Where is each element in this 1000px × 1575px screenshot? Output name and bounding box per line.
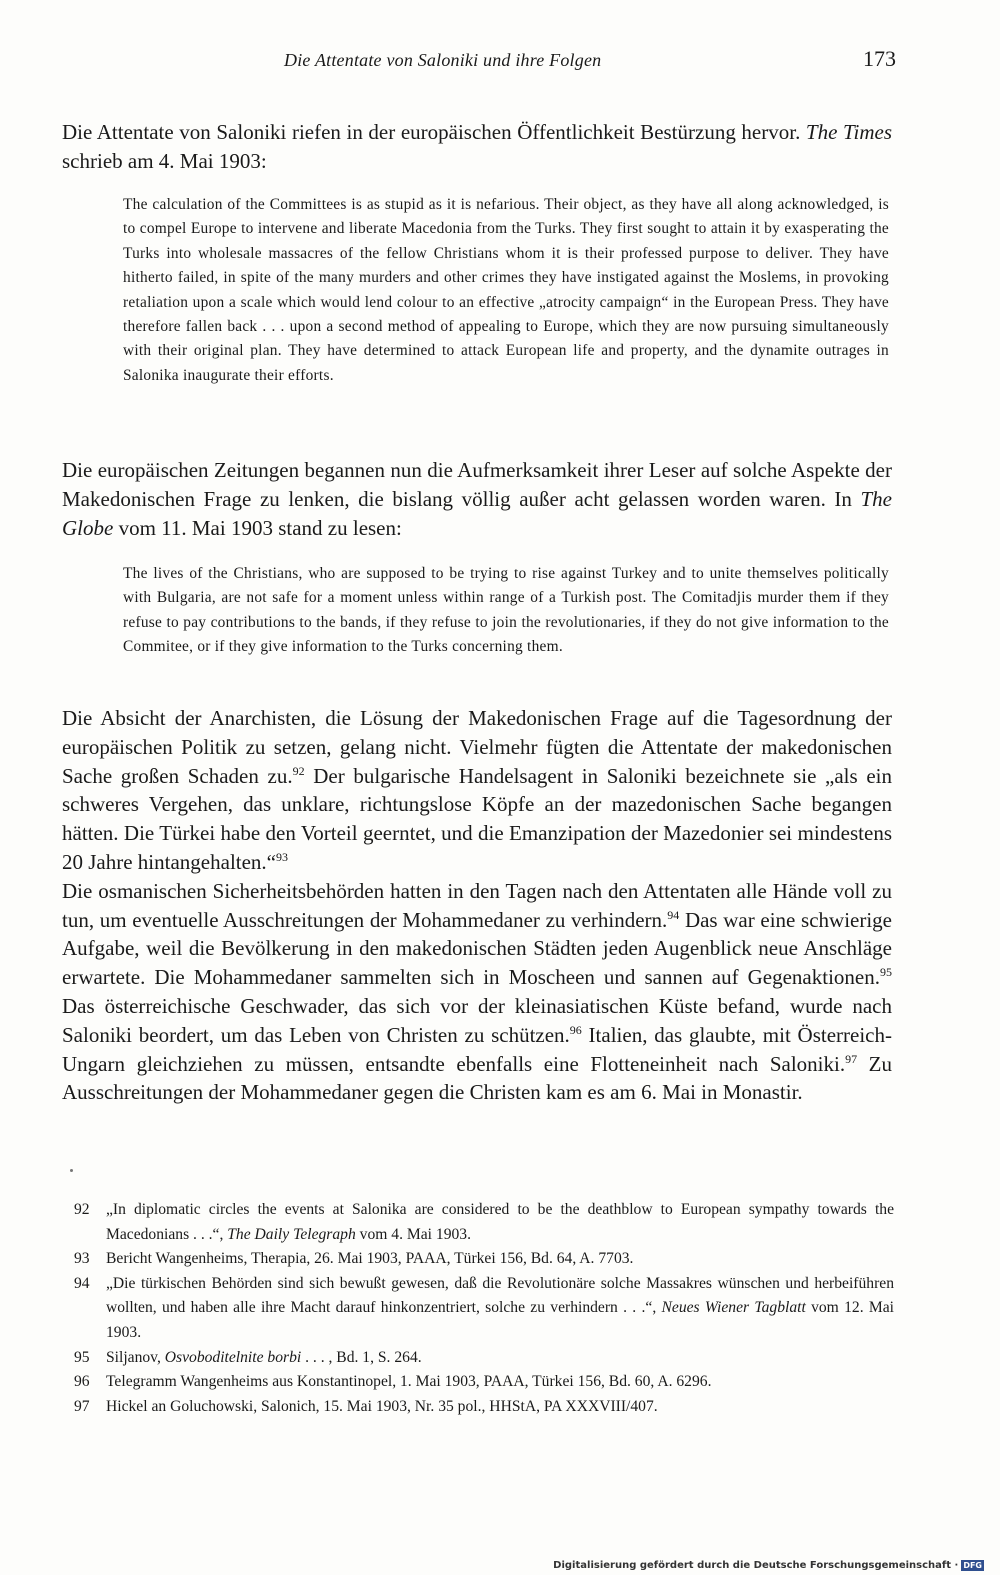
footnote-text-after: . . . , Bd. 1, S. 264. xyxy=(301,1348,422,1366)
newspaper-title-times: The Times xyxy=(805,120,893,144)
paragraph-3 xyxy=(62,704,892,1107)
p3-sentence-5: Das österreichische Geschwader, das sich vor der kleinasiatischen Küste befand, wurde nach Saloniki beordert, um das Leben von Christen zu schützen. xyxy=(62,993,892,1047)
footnote-number: 95 xyxy=(74,1348,90,1366)
p3-sentence-3: Die osmanischen Sicherheitsbehörden hatten in den Tagen nach den Attentaten alle Hände voll zu tun, um eventuelle Ausschreitungen der Mohammedaner zu verhindern. xyxy=(62,878,892,932)
p3-sentence-4: Das war eine schwierige Aufgabe, weil die Bevölkerung in den makedonischen Städten jeden Augenblick neue Anschläge erwartete. Die Mohammedaner sammelten sich in Moscheen und sannen auf Gegenaktionen. xyxy=(62,907,892,990)
digitization-credit xyxy=(553,1560,984,1571)
footnote-title: The Daily Telegraph xyxy=(227,1225,356,1243)
credit-text: Digitalisierung gefördert durch die Deutsche Forschungsgemeinschaft · xyxy=(553,1560,959,1571)
p3-sentence-2: Der bulgarische Handelsagent in Saloniki bezeichnete sie „als ein schweres Vergehen, das unklare, richtungslose Köpfe an der mazedonischen Sache begangen hätten. Die Türkei habe den Vorteil geerntet, und die Emanzipation der Mazedonier sei mindestens 20 Jahre hintangehalten.“ xyxy=(62,763,892,874)
paragraph-2 xyxy=(62,456,892,542)
footnote-94 xyxy=(74,1272,894,1346)
footnote-ref-97[interactable]: 97 xyxy=(845,1051,858,1066)
footnote-93 xyxy=(74,1247,894,1272)
paragraph-1 xyxy=(62,118,892,176)
p3-sentence-6: Italien, das glaubte, mit Österreich-Ungarn gleichziehen zu müssen, entsandte ebenfalls eine Flotteneinheit nach Saloniki. xyxy=(62,1022,892,1076)
footnote-95 xyxy=(74,1346,894,1371)
footnote-number: 97 xyxy=(74,1397,90,1415)
p3-sentence-1: Die Absicht der Anarchisten, die Lösung der Makedonischen Frage auf die Tagesordnung der europäischen Politik zu setzen, gelang nicht. Vielmehr fügten die Attentate der makedonischen Sache großen Schaden zu. xyxy=(62,706,892,788)
footnote-ref-93[interactable]: 93 xyxy=(276,849,288,864)
footnote-title: Neues Wiener Tagblatt xyxy=(661,1299,806,1317)
footnote-number: 96 xyxy=(74,1373,90,1391)
footnote-text: Hickel an Goluchowski, Salonich, 15. Mai 1903, Nr. 35 pol., HHStA, PA XXXVIII/407. xyxy=(106,1397,658,1415)
dfg-logo: DFG xyxy=(963,1561,982,1570)
footnote-text-after: vom 4. Mai 1903. xyxy=(355,1225,471,1243)
footnote-ref-92[interactable]: 92 xyxy=(292,763,305,778)
footnote-ref-95[interactable]: 95 xyxy=(880,965,892,980)
footnote-separator xyxy=(70,1169,73,1172)
page-number: 173 xyxy=(863,46,896,71)
footnote-text: Telegramm Wangenheims aus Konstantinopel, 1. Mai 1903, PAAA, Türkei 156, Bd. 60, A. 6296. xyxy=(106,1373,712,1391)
footnote-text: Bericht Wangenheims, Therapia, 26. Mai 1903, PAAA, Türkei 156, Bd. 64, A. 7703. xyxy=(106,1250,634,1268)
footnote-text-after: vom 12. Mai 1903. xyxy=(106,1299,894,1341)
footnote-ref-94[interactable]: 94 xyxy=(667,907,680,922)
footnote-text: „Die türkischen Behörden sind sich bewußt gewesen, daß die Revolutionäre solche Massakres wünschen und herbeiführen wollten, und haben alle ihre Macht darauf hinkonzentriert, solche zu verhindern . . .“, xyxy=(106,1274,894,1317)
footnote-title: Osvoboditelnite borbi xyxy=(164,1348,302,1366)
newspaper-title-globe: The Globe xyxy=(62,486,892,540)
quote-times: The calculation of the Committees is as stupid as it is nefarious. Their object, as they have all along acknowledged, is to compel Europe to intervene and liberate Macedonia from the Turks. They first sought to attain it by exasperating the Turks into wholesale massacres of the fellow Christians whom it is their professed purpose to deliver. They have hitherto failed, in spite of the many murders and other crimes they have instigated against the Moslems, in provoking retaliation upon a scale which would lend colour to an effective „atrocity campaign“ in the European Press. They have therefore fallen back . . . upon a second method of appealing to Europe, which they are now pursuing simultaneously with their original plan. They have determined to attack European life and property, and the dynamite outrages in Salonika inaugurate their efforts. xyxy=(123,196,889,384)
p2-text-after: vom 11. Mai 1903 stand zu lesen: xyxy=(113,515,402,540)
p1-text-after: schrieb am 4. Mai 1903: xyxy=(62,148,267,173)
footnotes xyxy=(74,1198,894,1419)
footnote-number: 93 xyxy=(74,1250,90,1268)
footnote-97 xyxy=(74,1395,894,1420)
footnote-96 xyxy=(74,1370,894,1395)
running-header xyxy=(62,46,896,76)
footnote-ref-96[interactable]: 96 xyxy=(569,1022,582,1037)
footnote-number: 94 xyxy=(74,1274,90,1292)
running-title: Die Attentate von Saloniki und ihre Folgen xyxy=(284,50,602,70)
quote-globe: The lives of the Christians, who are supposed to be trying to rise against Turkey and to unite themselves politically with Bulgaria, are not safe for a moment unless within range of a Turkish post. The Comitadjis murder them if they refuse to pay contributions to the bands, if they refuse to join the revolutionaries, if they do not give information to the Commitee, or if they give information to the Turks concerning them. xyxy=(123,565,889,656)
footnote-number: 92 xyxy=(74,1201,90,1218)
p1-text-before: Die Attentate von Saloniki riefen in der europäischen Öffentlichkeit Bestürzung hervor. xyxy=(62,120,806,144)
p2-text-before: Die europäischen Zeitungen begannen nun die Aufmerksamkeit ihrer Leser auf solche Aspekte der Makedonischen Frage zu lenken, die bislang völlig außer acht gelassen worden waren. In xyxy=(62,458,892,511)
p3-sentence-7: Zu Ausschreitungen der Mohammedaner gegen die Christen kam es am 6. Mai in Monastir. xyxy=(62,1051,893,1105)
footnote-text: Siljanov, xyxy=(106,1348,165,1366)
footnote-92 xyxy=(74,1198,894,1247)
footnote-text: „In diplomatic circles the events at Salonika are considered to be the deathblow to European sympathy towards the Macedonians . . .“, xyxy=(106,1201,894,1243)
